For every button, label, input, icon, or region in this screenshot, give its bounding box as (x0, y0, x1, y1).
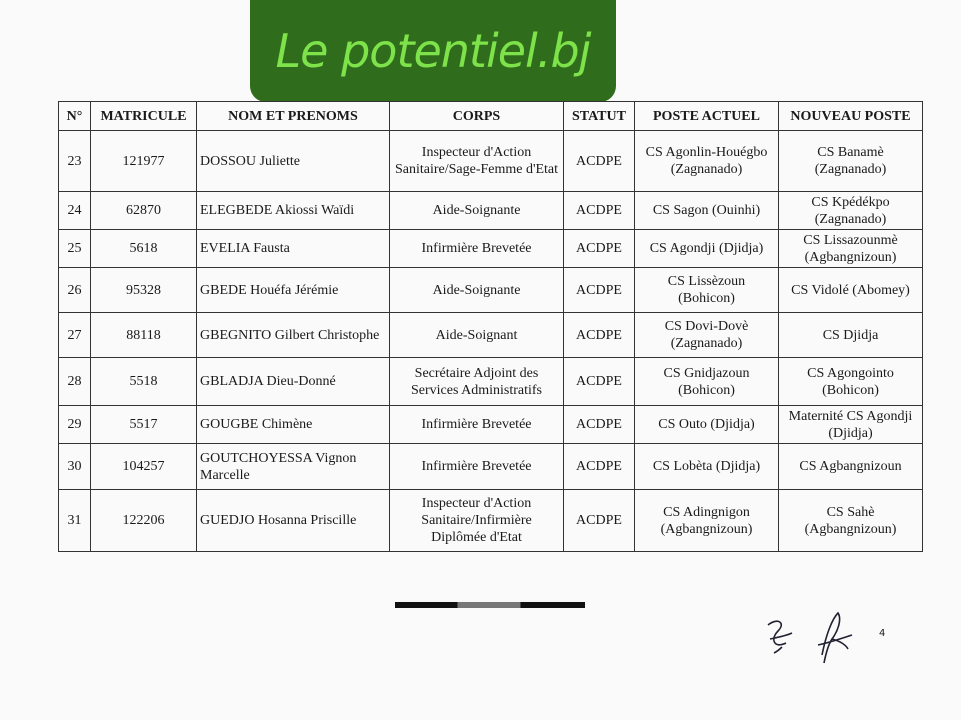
table-row (59, 268, 923, 313)
cell-matricule: 5618 (91, 230, 197, 268)
cell-current-post: CS Agondji (Djidja) (635, 230, 779, 268)
cell-current-post: CS Lobèta (Djidja) (635, 444, 779, 490)
cell-corps: Secrétaire Adjoint des Services Administratifs (390, 358, 564, 406)
cell-statut: ACDPE (564, 192, 635, 230)
cell-name: EVELIA Fausta (197, 230, 390, 268)
cell-new-post: CS Kpédékpo (Zagnanado) (779, 192, 923, 230)
header-current-post: POSTE ACTUEL (635, 102, 779, 131)
page-number: 4 (879, 628, 886, 639)
table-header-row (59, 102, 923, 131)
cell-matricule: 5518 (91, 358, 197, 406)
cell-new-post: CS Vidolé (Abomey) (779, 268, 923, 313)
cell-statut: ACDPE (564, 268, 635, 313)
cell-number: 31 (59, 490, 91, 552)
cell-current-post: CS Sagon (Ouinhi) (635, 192, 779, 230)
cell-statut: ACDPE (564, 358, 635, 406)
cell-corps: Aide-Soignante (390, 268, 564, 313)
cell-matricule: 121977 (91, 131, 197, 192)
table-row (59, 131, 923, 192)
table-row (59, 444, 923, 490)
cell-statut: ACDPE (564, 313, 635, 358)
watermark-banner (250, 0, 616, 102)
cell-name: GOUGBE Chimène (197, 406, 390, 444)
separator-bar (395, 602, 585, 608)
header-number: N° (59, 102, 91, 131)
table-row (59, 358, 923, 406)
cell-matricule: 104257 (91, 444, 197, 490)
header-corps: CORPS (390, 102, 564, 131)
cell-matricule: 88118 (91, 313, 197, 358)
cell-number: 24 (59, 192, 91, 230)
cell-name: GBLADJA Dieu-Donné (197, 358, 390, 406)
cell-matricule: 122206 (91, 490, 197, 552)
header-name: NOM ET PRENOMS (197, 102, 390, 131)
cell-statut: ACDPE (564, 490, 635, 552)
cell-statut: ACDPE (564, 230, 635, 268)
cell-number: 29 (59, 406, 91, 444)
signature-image (760, 605, 890, 670)
cell-new-post: CS Lissazounmè (Agbangnizoun) (779, 230, 923, 268)
cell-name: GOUTCHOYESSA Vignon Marcelle (197, 444, 390, 490)
cell-new-post: CS Agbangnizoun (779, 444, 923, 490)
cell-corps: Infirmière Brevetée (390, 230, 564, 268)
cell-new-post: CS Sahè (Agbangnizoun) (779, 490, 923, 552)
cell-name: DOSSOU Juliette (197, 131, 390, 192)
cell-current-post: CS Dovi-Dovè (Zagnanado) (635, 313, 779, 358)
watermark-text: Le potentiel.bj (275, 24, 591, 78)
cell-new-post: CS Agongointo (Bohicon) (779, 358, 923, 406)
cell-corps: Inspecteur d'Action Sanitaire/Sage-Femme d'Etat (390, 131, 564, 192)
cell-current-post: CS Lissèzoun (Bohicon) (635, 268, 779, 313)
cell-name: ELEGBEDE Akiossi Waïdi (197, 192, 390, 230)
cell-new-post: Maternité CS Agondji (Djidja) (779, 406, 923, 444)
cell-corps: Aide-Soignant (390, 313, 564, 358)
cell-current-post: CS Agonlin-Houégbo (Zagnanado) (635, 131, 779, 192)
cell-new-post: CS Banamè (Zagnanado) (779, 131, 923, 192)
cell-corps: Aide-Soignante (390, 192, 564, 230)
header-new-post: NOUVEAU POSTE (779, 102, 923, 131)
header-matricule: MATRICULE (91, 102, 197, 131)
cell-name: GUEDJO Hosanna Priscille (197, 490, 390, 552)
cell-number: 28 (59, 358, 91, 406)
cell-corps: Infirmière Brevetée (390, 406, 564, 444)
cell-current-post: CS Outo (Djidja) (635, 406, 779, 444)
cell-current-post: CS Adingnigon (Agbangnizoun) (635, 490, 779, 552)
cell-statut: ACDPE (564, 444, 635, 490)
table-row (59, 490, 923, 552)
table-row (59, 192, 923, 230)
cell-number: 23 (59, 131, 91, 192)
cell-number: 26 (59, 268, 91, 313)
cell-new-post: CS Djidja (779, 313, 923, 358)
table-row (59, 406, 923, 444)
cell-statut: ACDPE (564, 131, 635, 192)
cell-corps: Infirmière Brevetée (390, 444, 564, 490)
cell-matricule: 95328 (91, 268, 197, 313)
cell-name: GBEDE Houéfa Jérémie (197, 268, 390, 313)
table-row (59, 230, 923, 268)
cell-corps: Inspecteur d'Action Sanitaire/Infirmière Diplômée d'Etat (390, 490, 564, 552)
table-row (59, 313, 923, 358)
cell-matricule: 62870 (91, 192, 197, 230)
cell-number: 30 (59, 444, 91, 490)
cell-number: 25 (59, 230, 91, 268)
cell-statut: ACDPE (564, 406, 635, 444)
cell-matricule: 5517 (91, 406, 197, 444)
cell-current-post: CS Gnidjazoun (Bohicon) (635, 358, 779, 406)
header-statut: STATUT (564, 102, 635, 131)
cell-number: 27 (59, 313, 91, 358)
cell-name: GBEGNITO Gilbert Christophe (197, 313, 390, 358)
assignment-table (58, 101, 923, 552)
